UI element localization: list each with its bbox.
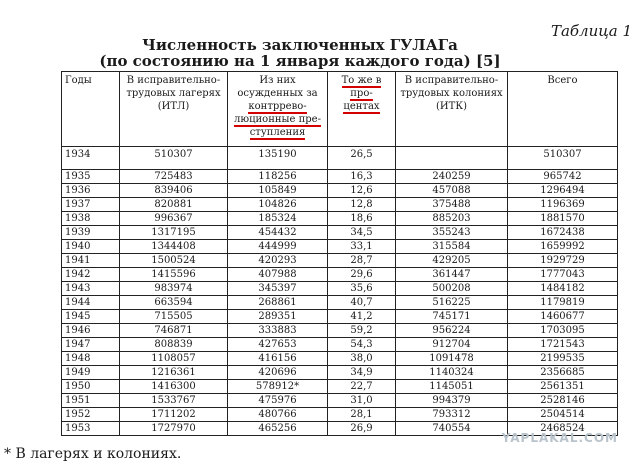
cell-total: 1703095 bbox=[508, 324, 618, 338]
cell-year: 1953 bbox=[62, 422, 120, 436]
cell-percent: 35,6 bbox=[328, 282, 396, 296]
cell-year: 1936 bbox=[62, 184, 120, 198]
header-percent bbox=[328, 72, 396, 147]
table-row bbox=[62, 147, 618, 170]
cell-total: 1659992 bbox=[508, 240, 618, 254]
cell-percent: 54,3 bbox=[328, 338, 396, 352]
gulag-table bbox=[61, 71, 618, 436]
header-cr-underlined-1: контррево- bbox=[248, 101, 307, 112]
cell-year: 1942 bbox=[62, 268, 120, 282]
table-row bbox=[62, 380, 618, 394]
cell-percent: 26,9 bbox=[328, 422, 396, 436]
cell-itl: 1500524 bbox=[120, 254, 228, 268]
table-row bbox=[62, 408, 618, 422]
cell-counterrevolutionary: 420293 bbox=[228, 254, 328, 268]
cell-percent: 31,0 bbox=[328, 394, 396, 408]
cell-counterrevolutionary: 420696 bbox=[228, 366, 328, 380]
cell-counterrevolutionary: 105849 bbox=[228, 184, 328, 198]
cell-year: 1934 bbox=[62, 147, 120, 170]
cell-total: 2468524 bbox=[508, 422, 618, 436]
cell-itk: 375488 bbox=[396, 198, 508, 212]
cell-percent: 28,1 bbox=[328, 408, 396, 422]
table-row bbox=[62, 170, 618, 184]
cell-percent: 22,7 bbox=[328, 380, 396, 394]
cell-total: 1196369 bbox=[508, 198, 618, 212]
header-itk: В исправительно-трудовых колониях (ИТК) bbox=[396, 72, 508, 147]
cell-itl: 1727970 bbox=[120, 422, 228, 436]
cell-year: 1950 bbox=[62, 380, 120, 394]
cell-counterrevolutionary: 444999 bbox=[228, 240, 328, 254]
cell-total: 1460677 bbox=[508, 310, 618, 324]
cell-total: 965742 bbox=[508, 170, 618, 184]
table-row bbox=[62, 352, 618, 366]
cell-itk: 361447 bbox=[396, 268, 508, 282]
cell-itk: 793312 bbox=[396, 408, 508, 422]
table-row bbox=[62, 240, 618, 254]
cell-itl: 1344408 bbox=[120, 240, 228, 254]
cell-counterrevolutionary: 345397 bbox=[228, 282, 328, 296]
cell-counterrevolutionary: 578912* bbox=[228, 380, 328, 394]
table-row bbox=[62, 254, 618, 268]
header-cr-underlined-2: люционные пре- bbox=[234, 114, 321, 125]
cell-itl: 746871 bbox=[120, 324, 228, 338]
cell-itk: 315584 bbox=[396, 240, 508, 254]
cell-percent: 16,3 bbox=[328, 170, 396, 184]
cell-counterrevolutionary: 475976 bbox=[228, 394, 328, 408]
table-row bbox=[62, 198, 618, 212]
header-years: Годы bbox=[62, 72, 120, 147]
cell-itl: 820881 bbox=[120, 198, 228, 212]
cell-counterrevolutionary: 333883 bbox=[228, 324, 328, 338]
cell-itl: 1317195 bbox=[120, 226, 228, 240]
cell-total: 510307 bbox=[508, 147, 618, 170]
cell-percent: 12,8 bbox=[328, 198, 396, 212]
cell-counterrevolutionary: 135190 bbox=[228, 147, 328, 170]
cell-year: 1948 bbox=[62, 352, 120, 366]
cell-itl: 983974 bbox=[120, 282, 228, 296]
cell-total: 2199535 bbox=[508, 352, 618, 366]
cell-percent: 28,7 bbox=[328, 254, 396, 268]
cell-percent: 34,5 bbox=[328, 226, 396, 240]
cell-year: 1951 bbox=[62, 394, 120, 408]
header-itl: В исправительно-трудовых лагерях (ИТЛ) bbox=[120, 72, 228, 147]
cell-counterrevolutionary: 289351 bbox=[228, 310, 328, 324]
cell-total: 1179819 bbox=[508, 296, 618, 310]
cell-counterrevolutionary: 465256 bbox=[228, 422, 328, 436]
header-percent-underlined-1: То же в про- bbox=[341, 75, 382, 99]
cell-total: 2356685 bbox=[508, 366, 618, 380]
cell-itk: 740554 bbox=[396, 422, 508, 436]
table-label: Таблица 1 bbox=[550, 22, 632, 40]
table-row bbox=[62, 394, 618, 408]
cell-percent: 59,2 bbox=[328, 324, 396, 338]
cell-total: 1721543 bbox=[508, 338, 618, 352]
cell-itk: 1140324 bbox=[396, 366, 508, 380]
table-row bbox=[62, 268, 618, 282]
cell-total: 1881570 bbox=[508, 212, 618, 226]
cell-itl: 725483 bbox=[120, 170, 228, 184]
cell-year: 1944 bbox=[62, 296, 120, 310]
cell-counterrevolutionary: 268861 bbox=[228, 296, 328, 310]
cell-itk: 355243 bbox=[396, 226, 508, 240]
cell-total: 2561351 bbox=[508, 380, 618, 394]
cell-itk: 912704 bbox=[396, 338, 508, 352]
table-row bbox=[62, 226, 618, 240]
cell-percent: 41,2 bbox=[328, 310, 396, 324]
cell-counterrevolutionary: 480766 bbox=[228, 408, 328, 422]
cell-itk bbox=[396, 147, 508, 170]
cell-itl: 1416300 bbox=[120, 380, 228, 394]
cell-itk: 500208 bbox=[396, 282, 508, 296]
cell-counterrevolutionary: 104826 bbox=[228, 198, 328, 212]
cell-percent: 34,9 bbox=[328, 366, 396, 380]
cell-total: 1777043 bbox=[508, 268, 618, 282]
table-row bbox=[62, 324, 618, 338]
cell-year: 1945 bbox=[62, 310, 120, 324]
cell-counterrevolutionary: 185324 bbox=[228, 212, 328, 226]
cell-total: 1484182 bbox=[508, 282, 618, 296]
header-row bbox=[62, 72, 618, 147]
cell-percent: 18,6 bbox=[328, 212, 396, 226]
cell-year: 1940 bbox=[62, 240, 120, 254]
header-cr-underlined-3: ступления bbox=[249, 127, 306, 138]
cell-year: 1949 bbox=[62, 366, 120, 380]
header-counterrevolutionary bbox=[228, 72, 328, 147]
cell-itl: 1415596 bbox=[120, 268, 228, 282]
table-subtitle: (по состоянию на 1 января каждого года) [5] bbox=[99, 52, 501, 70]
cell-itl: 996367 bbox=[120, 212, 228, 226]
table-body bbox=[62, 147, 618, 436]
cell-itk: 745171 bbox=[396, 310, 508, 324]
header-total: Всего bbox=[508, 72, 618, 147]
cell-total: 1672438 bbox=[508, 226, 618, 240]
cell-percent: 29,6 bbox=[328, 268, 396, 282]
watermark: YAPLAKAL.COM bbox=[501, 431, 618, 445]
cell-itl: 510307 bbox=[120, 147, 228, 170]
cell-itl: 1108057 bbox=[120, 352, 228, 366]
cell-itl: 663594 bbox=[120, 296, 228, 310]
cell-year: 1941 bbox=[62, 254, 120, 268]
table-row bbox=[62, 310, 618, 324]
header-cr-part1: Из них осужденных за bbox=[237, 75, 318, 99]
cell-percent: 26,5 bbox=[328, 147, 396, 170]
header-percent-underlined-2: центах bbox=[343, 101, 380, 112]
cell-counterrevolutionary: 416156 bbox=[228, 352, 328, 366]
cell-itl: 1711202 bbox=[120, 408, 228, 422]
cell-percent: 33,1 bbox=[328, 240, 396, 254]
cell-itk: 1145051 bbox=[396, 380, 508, 394]
table-title: Численность заключенных ГУЛАГа bbox=[142, 36, 458, 54]
cell-year: 1939 bbox=[62, 226, 120, 240]
cell-itl: 1216361 bbox=[120, 366, 228, 380]
cell-year: 1937 bbox=[62, 198, 120, 212]
cell-itk: 1091478 bbox=[396, 352, 508, 366]
cell-total: 1296494 bbox=[508, 184, 618, 198]
table-row bbox=[62, 338, 618, 352]
cell-year: 1938 bbox=[62, 212, 120, 226]
table-row bbox=[62, 296, 618, 310]
cell-itl: 839406 bbox=[120, 184, 228, 198]
cell-percent: 12,6 bbox=[328, 184, 396, 198]
cell-total: 1929729 bbox=[508, 254, 618, 268]
cell-total: 2504514 bbox=[508, 408, 618, 422]
table-row bbox=[62, 366, 618, 380]
cell-itk: 956224 bbox=[396, 324, 508, 338]
cell-itk: 516225 bbox=[396, 296, 508, 310]
cell-itl: 808839 bbox=[120, 338, 228, 352]
cell-itl: 715505 bbox=[120, 310, 228, 324]
cell-itk: 240259 bbox=[396, 170, 508, 184]
cell-itk: 994379 bbox=[396, 394, 508, 408]
cell-itl: 1533767 bbox=[120, 394, 228, 408]
cell-itk: 457088 bbox=[396, 184, 508, 198]
cell-itk: 885203 bbox=[396, 212, 508, 226]
cell-total: 2528146 bbox=[508, 394, 618, 408]
cell-itk: 429205 bbox=[396, 254, 508, 268]
cell-percent: 38,0 bbox=[328, 352, 396, 366]
cell-year: 1946 bbox=[62, 324, 120, 338]
cell-year: 1947 bbox=[62, 338, 120, 352]
table-row bbox=[62, 282, 618, 296]
footnote: * В лагерях и колониях. bbox=[4, 446, 182, 462]
cell-year: 1935 bbox=[62, 170, 120, 184]
cell-counterrevolutionary: 454432 bbox=[228, 226, 328, 240]
cell-year: 1943 bbox=[62, 282, 120, 296]
cell-percent: 40,7 bbox=[328, 296, 396, 310]
cell-counterrevolutionary: 407988 bbox=[228, 268, 328, 282]
cell-counterrevolutionary: 118256 bbox=[228, 170, 328, 184]
cell-counterrevolutionary: 427653 bbox=[228, 338, 328, 352]
table-row bbox=[62, 184, 618, 198]
cell-year: 1952 bbox=[62, 408, 120, 422]
table-row bbox=[62, 212, 618, 226]
